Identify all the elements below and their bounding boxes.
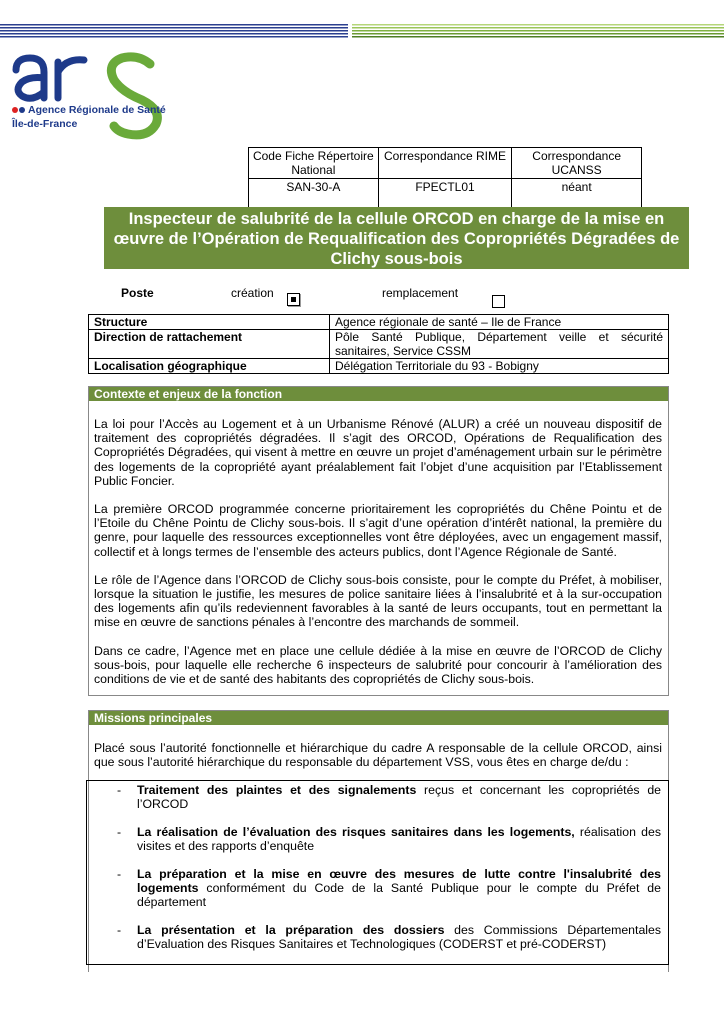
mission-item <box>117 825 661 853</box>
info-table <box>88 314 669 374</box>
contexte-paragraph: La loi pour l’Accès au Logement et à un Urbanisme Rénové (ALUR) a créé un nouveau dispositif de traitement des copropriétés dégradées. Il s’agit des ORCOD, Opérations de Requalification des Copropriétés Dégradées, qui visent à mettre en œuvre un projet d’aménagement urbain sur le périmètre des logements de la copropriété ayant préalablement fait l’objet d’une acquisition par l’Etablissement Public Foncier. <box>94 417 662 488</box>
logo-red-dot <box>12 107 18 113</box>
direction-row <box>89 330 669 359</box>
code-header-cell: Code Fiche Répertoire National <box>249 148 379 179</box>
list-dash: - <box>117 825 122 839</box>
job-title-banner <box>104 207 689 269</box>
poste-label: Poste <box>121 286 154 300</box>
localisation-label: Localisation géographique <box>89 359 330 374</box>
mission-item <box>117 923 661 951</box>
logo-agency-name <box>12 104 166 116</box>
code-value-cell: néant <box>512 179 642 210</box>
poste-row <box>0 286 724 306</box>
remplacement-checkbox[interactable] <box>492 295 505 308</box>
list-dash: - <box>117 867 122 881</box>
contexte-paragraph: La première ORCOD programmée concerne prioritairement les copropriétés du Chêne Pointu et de l’Etoile du Chêne Pointu de Clichy sous-bois. Il s’agit d’une opération d’intérêt national, la première du genre, pour laquelle des ressources exceptionnelles vont être déployées, avec un engagement massif, collectif et à longs termes de l’ensemble des acteurs publics, dont l’Agence Régionale de Santé. <box>94 502 662 559</box>
mission-item-text: reçus et concernant les copropriétés de l’ORCOD <box>137 783 662 812</box>
mission-item-text: réalisation des visites et des rapports d’enquête <box>137 825 661 854</box>
logo-line1-text: Agence Régionale de Santé <box>28 104 166 116</box>
header-stripes <box>0 24 724 38</box>
mission-item-text: des Commissions Départementales d’Evaluation des Risques Sanitaires et Technologiques (CODERST et pré-CODERST) <box>137 923 661 952</box>
list-dash: - <box>117 923 122 937</box>
code-value-cell: SAN-30-A <box>249 179 379 210</box>
creation-label: création <box>231 286 274 300</box>
code-header-cell: Correspondance RIME <box>378 148 512 179</box>
mission-item <box>117 867 661 910</box>
logo-blue-dot <box>19 107 25 113</box>
structure-row <box>89 315 669 330</box>
missions-heading: Missions principales <box>89 711 668 725</box>
contexte-heading: Contexte et enjeux de la fonction <box>89 387 668 401</box>
missions-intro: Placé sous l’autorité fonctionnelle et hiérarchique du cadre A responsable de la cellule ORCOD, ainsi que sous l’autorité hiérarchique du responsable du département VSS, vous êtes en charge de/du : <box>94 741 662 770</box>
list-dash: - <box>117 783 122 797</box>
ars-logo <box>10 52 170 142</box>
mission-item-bold: La préparation et la mise en œuvre des mesures de lutte contre l'insalubrité des logements <box>137 867 661 896</box>
localisation-value: Délégation Territoriale du 93 - Bobigny <box>330 359 669 374</box>
mission-item-text: conformément du Code de la Santé Publique pour le compte du Préfet de département <box>137 881 661 910</box>
job-title: Inspecteur de salubrité de la cellule ORCOD en charge de la mise en œuvre de l’Opération de Requalification des Copropriétés Dégradées de Clichy sous-bois <box>113 210 680 268</box>
logo-region: Île-de-France <box>12 118 78 130</box>
direction-value: Pôle Santé Publique, Département veille et sécurité sanitaires, Service CSSM <box>330 330 669 359</box>
blue-stripes <box>0 24 348 38</box>
mission-item-bold: La réalisation de l’évaluation des risques sanitaires dans les logements, <box>137 825 575 839</box>
mission-item-bold: Traitement des plaintes et des signalements <box>137 783 417 797</box>
remplacement-label: remplacement <box>382 286 459 300</box>
localisation-row <box>89 359 669 374</box>
structure-value: Agence régionale de santé – Ile de France <box>330 315 669 330</box>
contexte-paragraph: Le rôle de l’Agence dans l’ORCOD de Clichy sous-bois consiste, pour le compte du Préfet, à mobiliser, lorsque la situation le justifie, les mesures de police sanitaire liées à l’insalubrité et à la sur-occupation des logements afin qu’ils redeviennent favorables à la santé de leurs occupants, tout en permettant la mise en œuvre de sanctions pénales à l’encontre des marchands de sommeil. <box>94 572 662 630</box>
missions-list <box>86 780 669 965</box>
direction-label: Direction de rattachement <box>89 330 330 359</box>
mission-item-bold: La présentation et la préparation des dossiers <box>137 923 445 937</box>
code-value-cell: FPECTL01 <box>378 179 512 210</box>
mission-item <box>117 783 661 811</box>
structure-label: Structure <box>89 315 330 330</box>
code-table <box>248 147 642 210</box>
code-header-cell: Correspondance UCANSS <box>512 148 642 179</box>
code-table-value-row <box>249 179 642 210</box>
green-stripes <box>352 24 724 38</box>
code-table-header-row <box>249 148 642 179</box>
contexte-section <box>88 386 669 696</box>
contexte-paragraph: Dans ce cadre, l’Agence met en place une cellule dédiée à la mise en œuvre de l’ORCOD de Clichy sous-bois, pour laquelle elle recherche 6 inspecteurs de salubrité pour concourir à l’amélioration des conditions de vie et de santé des habitants des copropriétés de Clichy sous-bois. <box>94 643 662 687</box>
creation-checkbox[interactable] <box>287 293 300 306</box>
